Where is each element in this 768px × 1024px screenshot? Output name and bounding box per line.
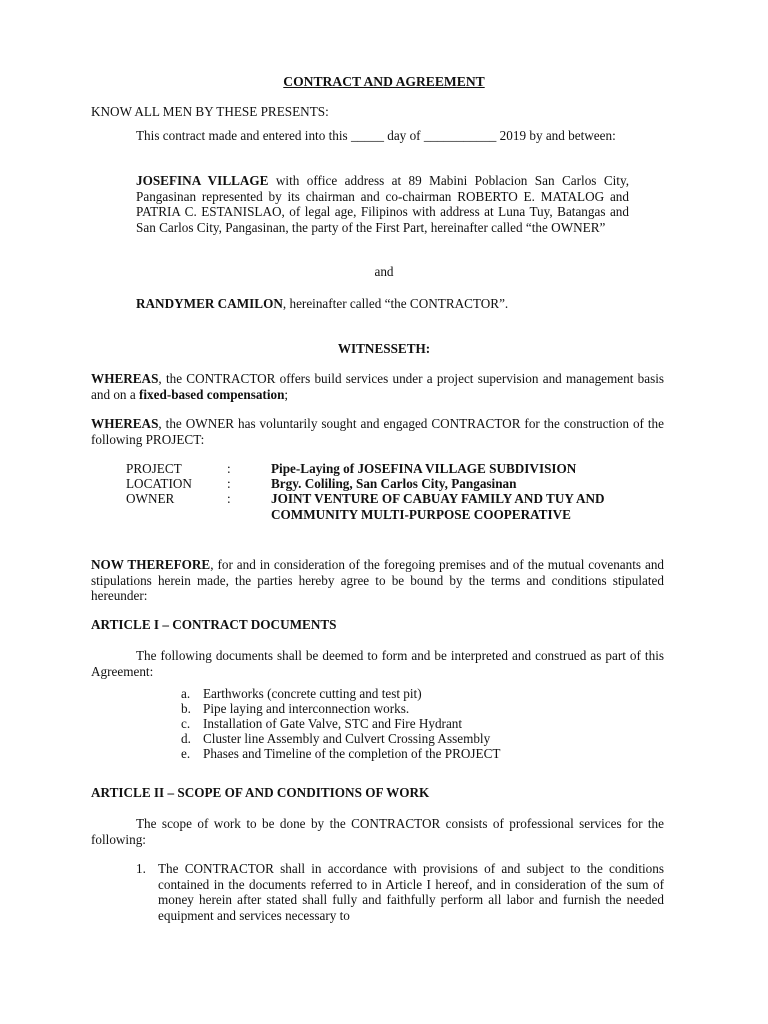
location-value: Brgy. Coliling, San Carlos City, Pangasinan [271, 476, 517, 491]
contractor-party-text: , hereinafter called “the CONTRACTOR”. [282, 296, 509, 311]
whereas-lead-2: WHEREAS [91, 416, 159, 431]
list-marker: e. [181, 746, 191, 761]
article-2-heading: ARTICLE II – SCOPE OF AND CONDITIONS OF WORK [91, 785, 430, 800]
whereas-text-1a: , the CONTRACTOR offers build services under a project supervision and management basis and on a [91, 371, 664, 402]
project-row [126, 461, 686, 477]
numbered-item [136, 861, 664, 923]
whereas-paragraph-1 [91, 371, 664, 402]
list-item [181, 686, 681, 702]
contractor-party-name: RANDYMER CAMILON [136, 296, 283, 311]
numbered-text: The CONTRACTOR shall in accordance with provisions of and subject to the conditions contained in the documents referred to in Article I hereof, and in consideration of the sum of money herein after stated shall fully and faithfully perform all labor and furnish the needed equipment and services necessary to [158, 861, 664, 923]
location-row [126, 476, 686, 492]
owner-row [126, 491, 686, 522]
owner-party-text: with office address at 89 Mabini Poblacion San Carlos City, Pangasinan represented by its chairman and co-chairman ROBERTO E. MATALOG and PATRIA C. ESTANISLAO, of legal age, Filipinos with address at Luna Tuy, Batangas and San Carlos City, Pangasinan, the party of the First Part, hereinafter called “the OWNER” [136, 173, 629, 235]
owner-colon: : [227, 491, 231, 506]
list-text: Pipe laying and interconnection works. [203, 701, 410, 716]
list-marker: c. [181, 716, 191, 731]
whereas-paragraph-2 [91, 416, 664, 447]
know-all-line: KNOW ALL MEN BY THESE PRESENTS: [91, 104, 329, 119]
whereas-lead-1: WHEREAS [91, 371, 159, 386]
numbered-marker: 1. [136, 861, 146, 876]
list-item [181, 701, 681, 717]
document-title: CONTRACT AND AGREEMENT [283, 74, 485, 89]
list-item [181, 716, 681, 732]
now-therefore-text: , for and in consideration of the foregoing premises and of the mutual covenants and stipulations herein made, the parties hereby agree to be bound by the terms and conditions stipulated hereunder: [91, 557, 665, 603]
project-value: Pipe-Laying of JOSEFINA VILLAGE SUBDIVISION [271, 461, 577, 476]
intro-paragraph: This contract made and entered into this _____ day of ___________ 2019 by and between: [136, 128, 616, 143]
project-label: PROJECT [126, 461, 182, 476]
list-marker: a. [181, 686, 191, 701]
list-text: Phases and Timeline of the completion of the PROJECT [203, 746, 501, 761]
now-therefore-lead: NOW THEREFORE [91, 557, 211, 572]
location-colon: : [227, 476, 231, 491]
and-word: and [374, 264, 394, 279]
list-text: Earthworks (concrete cutting and test pit) [203, 686, 422, 701]
project-colon: : [227, 461, 231, 476]
owner-party-name: JOSEFINA VILLAGE [136, 173, 269, 188]
witnesseth-heading: WITNESSETH: [337, 341, 431, 356]
owner-value: JOINT VENTURE OF CABUAY FAMILY AND TUY AND COMMUNITY MULTI-PURPOSE COOPERATIVE [271, 491, 605, 522]
whereas-bold-1: fixed-based compensation [138, 386, 285, 402]
list-marker: d. [181, 731, 191, 746]
list-marker: b. [181, 701, 191, 716]
contractor-party-paragraph [136, 296, 629, 312]
whereas-text-1b: ; [284, 386, 289, 402]
list-text: Installation of Gate Valve, STC and Fire Hydrant [203, 716, 463, 731]
list-text: Cluster line Assembly and Culvert Crossing Assembly [203, 731, 491, 746]
whereas-text-2: , the OWNER has voluntarily sought and engaged CONTRACTOR for the construction of the following PROJECT: [91, 416, 664, 447]
owner-party-paragraph [136, 173, 629, 235]
list-item [181, 731, 681, 747]
list-item [181, 746, 681, 762]
now-therefore-paragraph [91, 557, 664, 604]
article-1-intro: The following documents shall be deemed to form and be interpreted and construed as part of this Agreement: [91, 648, 664, 679]
article-1-heading: ARTICLE I – CONTRACT DOCUMENTS [91, 617, 337, 632]
owner-label: OWNER [126, 491, 175, 506]
article-2-intro: The scope of work to be done by the CONTRACTOR consists of professional services for the following: [91, 816, 664, 847]
location-label: LOCATION [126, 476, 192, 491]
